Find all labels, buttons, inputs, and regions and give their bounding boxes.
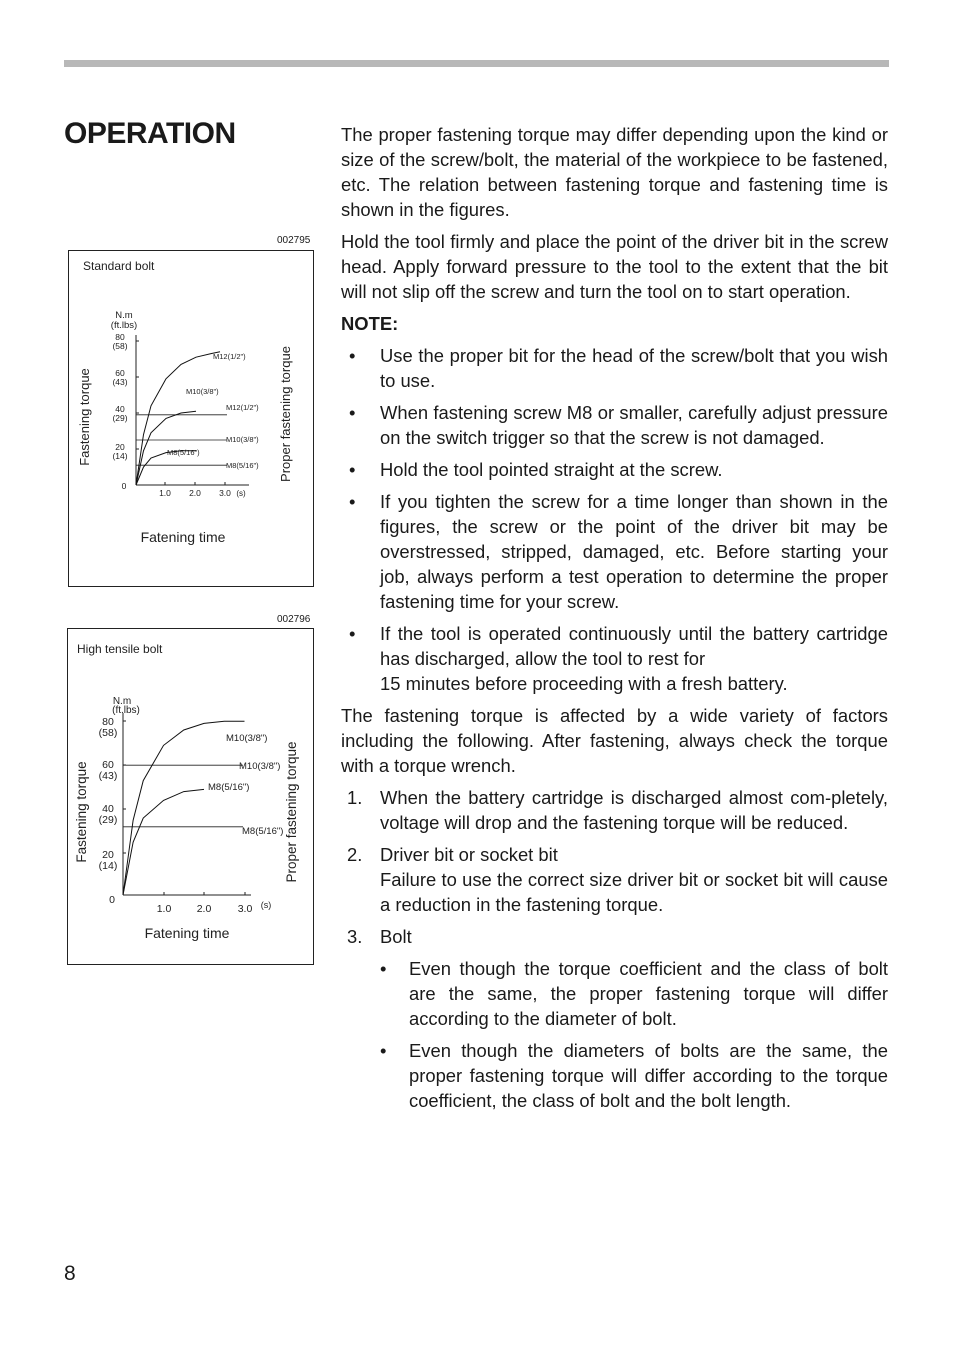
- factor-number: 3.: [347, 926, 363, 947]
- note-item-line: • If the tool is operated continuously until the battery cartridge has discharged, allow the tool to rest for: [380, 623, 888, 669]
- note-item: • If you tighten the screw for a time longer than shown in the figures, the screw or the point of the driver bit may be overstressed, stripped, damaged, etc. Before starting your job, always perform a test operation to determine the proper fastening time for your screw.: [341, 489, 888, 614]
- figure1-xtick-2: 2.0: [189, 488, 201, 498]
- figure1-ytick-80: 80: [115, 332, 125, 342]
- note-list: [341, 343, 888, 696]
- figure2-line-label-m10: M10(3/8"): [239, 761, 281, 772]
- figure2-ytick-60: 60: [102, 759, 114, 771]
- figure2-ylabel-right: Proper fastening torque: [284, 741, 299, 883]
- figure2-ytick-80: 80: [102, 716, 114, 728]
- figure1-curve-label-m8: M8(5/16"): [167, 448, 200, 457]
- figure2-ytick-29: (29): [98, 814, 118, 826]
- factor-item: [341, 842, 888, 917]
- bolt-item: • Even though the torque coefficient and the class of bolt are the same, the proper fastening torque will differ according to the diameter of bolt.: [380, 956, 888, 1031]
- note-item: • When fastening screw M8 or smaller, carefully adjust pressure on the switch trigger so that the screw is not damaged.: [341, 400, 888, 450]
- figure2-curve-label-m8: M8(5/16"): [208, 782, 250, 793]
- figure1-y-unit: N.m: [115, 310, 133, 321]
- figure2-ytick-43: (43): [98, 770, 118, 782]
- bolt-item: • Even though the diameters of bolts are the same, the proper fastening torque will differ according to the torque coefficient, the class of bolt and the bolt length.: [380, 1038, 888, 1113]
- figure2-xtick-1: 1.0: [156, 903, 172, 915]
- note-heading: NOTE:: [341, 313, 399, 334]
- intro-paragraph: The proper fastening torque may differ depending upon the kind or size of the screw/bolt, the material of the workpiece to be fastened, etc. The relation between fastening torque and fastening time is shown in the figures.: [341, 124, 888, 220]
- figure1-chart: [69, 251, 315, 588]
- figure2-chart: [68, 629, 315, 966]
- figure1-ytick-43: (43): [112, 377, 128, 387]
- bolt-list: [380, 956, 888, 1113]
- figure1-line-label-m10: M10(3/8"): [226, 435, 259, 444]
- figure2-caption: High tensile bolt: [77, 642, 163, 656]
- note-item-line: 15 minutes before proceeding with a fresh battery.: [380, 673, 788, 694]
- figure2-x-unit: (s): [260, 900, 272, 910]
- factor-text: Failure to use the correct size driver bit or socket bit will cause a reduction in the fastening torque.: [380, 869, 888, 915]
- figure2-high-tensile-bolt: [67, 628, 314, 965]
- figure1-line-label-m8: M8(5/16"): [226, 461, 259, 470]
- figure2-series-curve: [123, 789, 204, 895]
- figure1-ylabel: Fastening torque: [77, 368, 92, 466]
- figure2-xlabel: Fatening time: [144, 925, 230, 941]
- figure1-xtick-3: 3.0: [219, 488, 231, 498]
- figure1-ylabel-right: Proper fastening torque: [278, 346, 293, 482]
- figure2-ytick-40: 40: [102, 803, 114, 815]
- figure2-series-curve: [123, 721, 245, 895]
- factor-list: [341, 785, 888, 1113]
- figure2-curve-label-m10: M10(3/8"): [226, 733, 268, 744]
- figure1-x-unit: (s): [236, 489, 246, 498]
- hold-paragraph: Hold the tool firmly and place the point of the driver bit in the screw head. Apply forward pressure to the tool to the extent that the bit will not slip off the screw and turn the tool on to start operation.: [341, 231, 888, 302]
- figure2-y-unit: N.m: [112, 696, 132, 707]
- page-number: 8: [64, 1262, 76, 1285]
- factor-item: [341, 785, 888, 835]
- figure1-ytick-0: 0: [121, 481, 127, 491]
- figure1-line-label-m12: M12(1/2"): [226, 403, 259, 412]
- page-title: OPERATION: [64, 117, 236, 150]
- figure1-y-unit-alt: (ft.lbs): [110, 320, 138, 331]
- factor-number: 1.: [347, 787, 363, 808]
- figure1-ytick-40: 40: [115, 404, 125, 414]
- figure1-standard-bolt: [68, 250, 314, 587]
- figure1-ytick-60: 60: [115, 368, 125, 378]
- figure1-ytick-29: (29): [112, 413, 128, 423]
- figure1-caption: Standard bolt: [83, 259, 155, 273]
- figure2-ytick-14: (14): [98, 860, 118, 872]
- figure1-ytick-58: (58): [112, 341, 128, 351]
- figure2-y-unit-alt: (ft.lbs): [112, 705, 140, 716]
- factor-title: Bolt: [380, 926, 412, 947]
- figure2-xtick-3: 3.0: [237, 903, 253, 915]
- factor-number: 2.: [347, 844, 363, 865]
- factor-item: [341, 924, 888, 1113]
- figure1-curve-label-m10: M10(3/8"): [186, 387, 219, 396]
- figure1-curve-label-m12: M12(1/2"): [213, 352, 246, 361]
- note-item: • Use the proper bit for the head of the screw/bolt that you wish to use.: [341, 343, 888, 393]
- body-column: [341, 122, 888, 1120]
- figure1-xtick-1: 1.0: [159, 488, 171, 498]
- figure1-ytick-20: 20: [115, 442, 125, 452]
- figure2-ytick-20: 20: [102, 849, 114, 861]
- figure1-code: 002795: [277, 235, 311, 246]
- figure2-code: 002796: [277, 614, 311, 625]
- figure2-line-label-m8: M8(5/16"): [242, 826, 284, 837]
- factors-paragraph: The fastening torque is affected by a wide variety of factors including the following. After fastening, always check the torque with a torque wrench.: [341, 705, 888, 776]
- factor-title: Driver bit or socket bit: [380, 844, 558, 865]
- top-rule: [64, 60, 889, 67]
- figure2-xtick-2: 2.0: [196, 903, 212, 915]
- figure1-xlabel: Fatening time: [140, 529, 226, 545]
- figure2-ylabel: Fastening torque: [74, 761, 89, 863]
- figure1-ytick-14: (14): [112, 451, 128, 461]
- note-item: • Hold the tool pointed straight at the screw.: [341, 457, 888, 482]
- figure2-ytick-58: (58): [98, 727, 118, 739]
- factor-text: When the battery cartridge is discharged almost com-pletely, voltage will drop and the fastening torque will be reduced.: [380, 787, 888, 833]
- note-item: [341, 621, 888, 696]
- figure2-ytick-0: 0: [109, 894, 115, 906]
